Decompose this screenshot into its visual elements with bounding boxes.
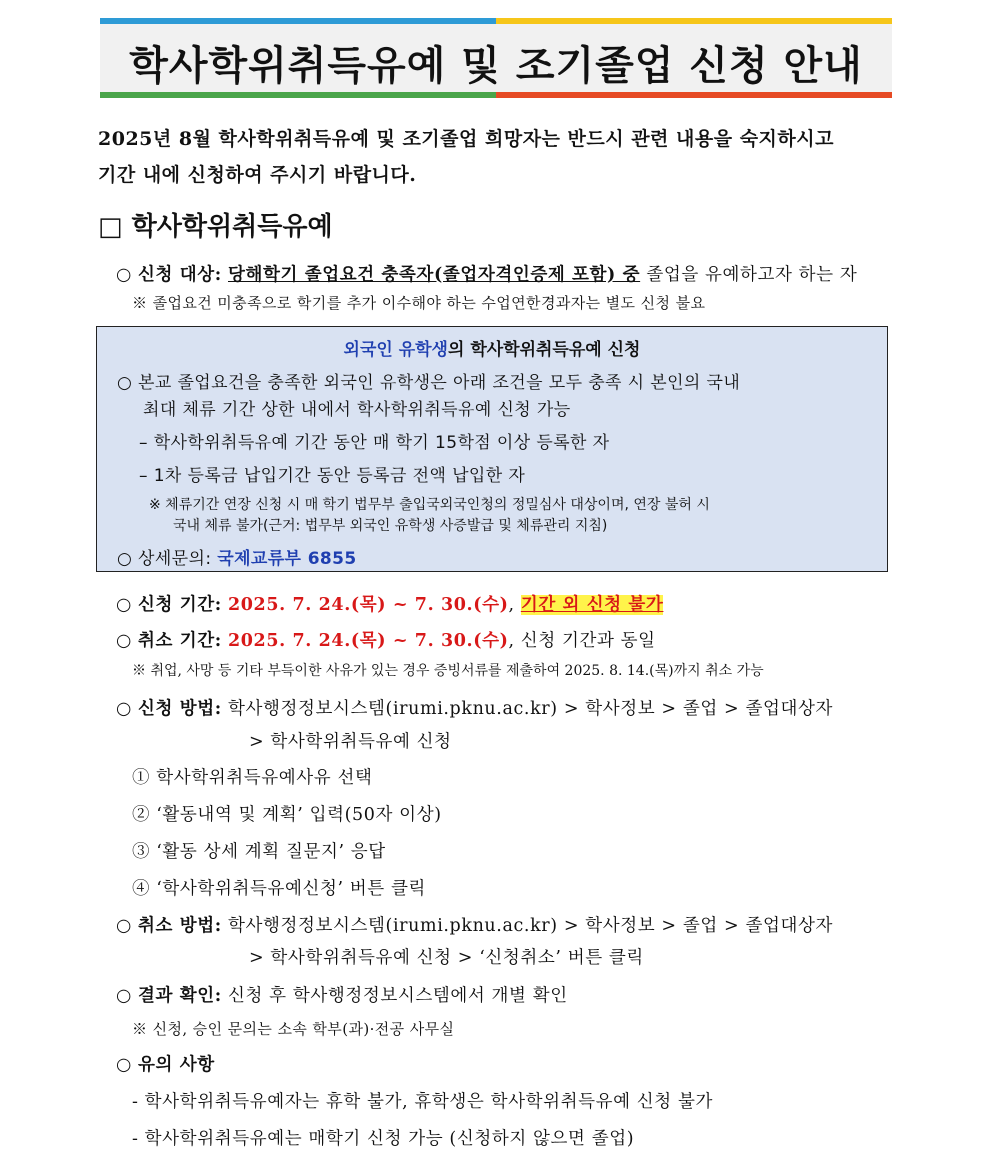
cancel-period-dates: 2025. 7. 24.(목) ~ 7. 30.(수): [228, 631, 509, 651]
apply-method-path: 학사행정정보시스템(irumi.pknu.ac.kr) > 학사정보 > 졸업 > 졸업대상자: [228, 699, 833, 719]
foreign-condition-2: – 1차 등록금 납입기간 동안 등록금 전액 납입한 자: [139, 466, 526, 486]
apply-period-label: 신청 기간:: [138, 595, 222, 615]
section-heading: [98, 206, 333, 243]
foreign-condition-1: – 학사학위취득유예 기간 동안 매 학기 15학점 이상 등록한 자: [139, 433, 610, 453]
page-title: 학사학위취득유예 및 조기졸업 신청 안내: [129, 43, 863, 89]
target-rest: 졸업을 유예하고자 하는 자: [646, 265, 858, 285]
foreign-student-box: [96, 326, 888, 572]
foreign-box-title: [97, 335, 887, 360]
cancel-method-label: 취소 방법:: [138, 916, 222, 936]
target-label: 신청 대상:: [138, 265, 222, 285]
result-note: ※ 신청, 승인 문의는 소속 학부(과)·전공 사무실: [132, 1020, 455, 1038]
apply-method-line-1: [116, 695, 833, 720]
cancel-period-note: ※ 취업, 사망 등 기타 부득이한 사유가 있는 경우 증빙서류를 제출하여 2025. 8. 14.(목)까지 취소 가능: [132, 663, 764, 679]
target-note: ※ 졸업요건 미충족으로 학기를 추가 이수해야 하는 수업연한경과자는 별도 신청 불요: [132, 294, 706, 312]
apply-method-label: 신청 방법:: [138, 699, 222, 719]
result-text: 신청 후 학사행정정보시스템에서 개별 확인: [228, 986, 568, 1006]
section-marker: □: [98, 212, 123, 242]
result-marker: ○: [116, 986, 132, 1006]
cancel-period-rest: , 신청 기간과 동일: [508, 631, 656, 651]
section-heading-text: 학사학위취득유예: [131, 212, 333, 242]
result-line: [116, 982, 568, 1007]
apply-method-line-2: > 학사학위취득유예 신청: [249, 732, 452, 752]
apply-step-1: ① 학사학위취득유예사유 선택: [132, 768, 373, 788]
cancel-period-marker: ○: [116, 631, 132, 651]
title-bottom-bar: [100, 92, 892, 98]
apply-period-comma: ,: [508, 595, 515, 615]
foreign-para-line-2: 최대 체류 기간 상한 내에서 학사학위취득유예 신청 가능: [143, 400, 571, 420]
result-label: 결과 확인:: [138, 986, 222, 1006]
foreign-box-title-rest: 의 학사학위취득유예 신청: [447, 340, 641, 360]
target-condition: 당해학기 졸업요건 충족자(졸업자격인증제 포함) 중: [228, 265, 641, 285]
cautions-marker: ○: [116, 1055, 132, 1075]
cancel-method-line-1: [116, 912, 833, 937]
apply-step-3: ③ ‘활동 상세 계획 질문지’ 응답: [132, 842, 386, 862]
cancel-method-marker: ○: [116, 916, 132, 936]
target-marker: ○: [116, 265, 132, 285]
foreign-note-line-2: 국내 체류 불가(근거: 법무부 외국인 유학생 사증발급 및 체류관리 지침): [173, 518, 608, 534]
target-line: [116, 261, 857, 286]
cancel-period-line: [116, 627, 656, 652]
caution-item-2: - 학사학위취득유예는 매학기 신청 가능 (신청하지 않으면 졸업): [132, 1129, 635, 1149]
foreign-contact: [117, 544, 357, 569]
foreign-contact-label: ○ 상세문의:: [117, 549, 212, 569]
title-banner: [100, 24, 892, 92]
foreign-box-title-highlight: 외국인 유학생: [343, 340, 448, 360]
intro-line-1: 2025년 8월 학사학위취득유예 및 조기졸업 희망자는 반드시 관련 내용을 숙지하시고: [98, 128, 834, 150]
cancel-method-line-2: > 학사학위취득유예 신청 > ‘신청취소’ 버튼 클릭: [249, 948, 644, 968]
cancel-method-path: 학사행정정보시스템(irumi.pknu.ac.kr) > 학사정보 > 졸업 > 졸업대상자: [228, 916, 833, 936]
foreign-contact-value: 국제교류부 6855: [217, 549, 357, 569]
apply-period-warning: 기간 외 신청 불가: [520, 595, 664, 615]
apply-method-marker: ○: [116, 699, 132, 719]
cautions-label: 유의 사항: [138, 1055, 215, 1075]
cautions-heading: [116, 1051, 215, 1076]
intro-line-2: 기간 내에 신청하여 주시기 바랍니다.: [98, 164, 417, 186]
foreign-note-line-1: ※ 체류기간 연장 신청 시 매 학기 법무부 출입국외국인청의 정밀심사 대상이며, 연장 불허 시: [149, 497, 710, 513]
foreign-para-line-1: ○ 본교 졸업요건을 충족한 외국인 유학생은 아래 조건을 모두 충족 시 본인의 국내: [117, 373, 741, 393]
apply-step-4: ④ ‘학사학위취득유예신청’ 버튼 클릭: [132, 879, 426, 899]
apply-step-2: ② ‘활동내역 및 계획’ 입력(50자 이상): [132, 805, 442, 825]
apply-period-marker: ○: [116, 595, 132, 615]
apply-period-line: [116, 591, 663, 616]
caution-item-1: - 학사학위취득유예자는 휴학 불가, 휴학생은 학사학위취득유예 신청 불가: [132, 1092, 713, 1112]
cancel-period-label: 취소 기간:: [138, 631, 222, 651]
apply-period-dates: 2025. 7. 24.(목) ~ 7. 30.(수): [228, 595, 509, 615]
